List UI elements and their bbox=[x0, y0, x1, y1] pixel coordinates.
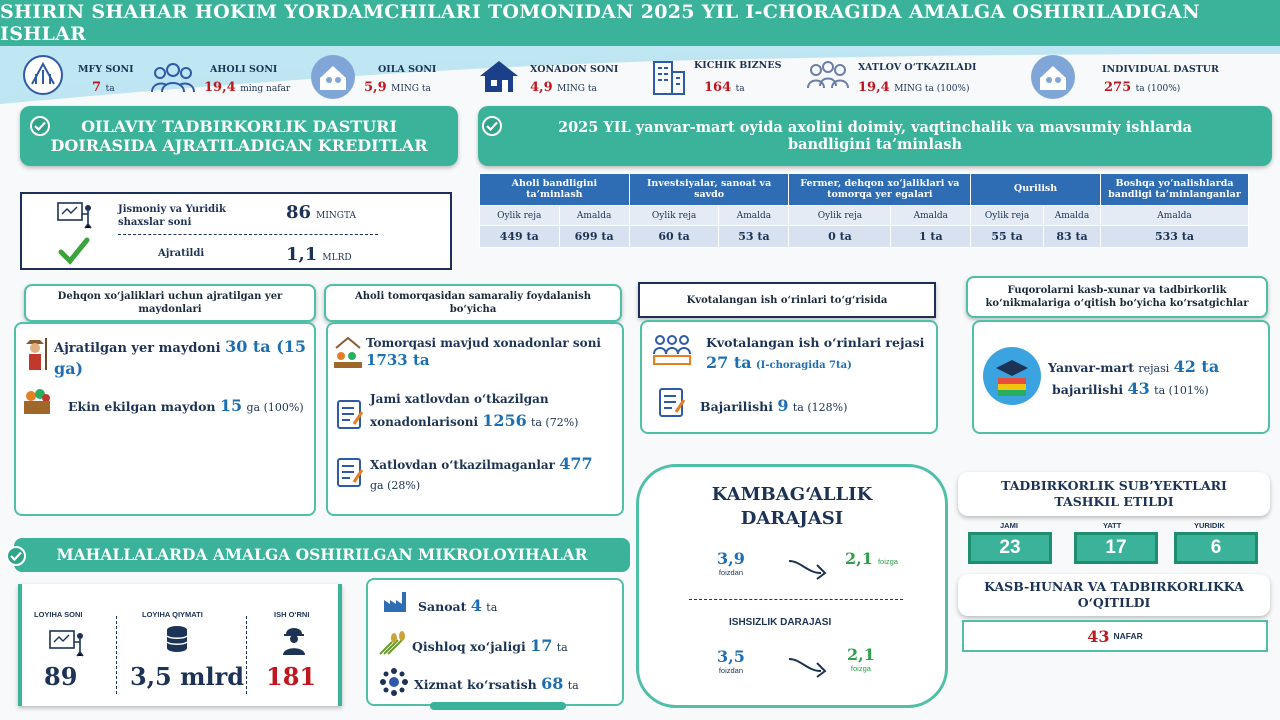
table-group-header: Fermer, dehqon xo‘jaliklari va tomorqa yer egalari bbox=[789, 174, 971, 206]
garden-icon bbox=[332, 334, 364, 370]
count-label: YURIDIK bbox=[1194, 521, 1225, 530]
quota-row1-note: (I-choragida 7ta) bbox=[755, 359, 852, 371]
tomorqa-panel bbox=[326, 322, 624, 516]
stat-unit: MING ta (100%) bbox=[894, 84, 970, 94]
micro-heading bbox=[14, 538, 630, 572]
micro-summary bbox=[18, 584, 342, 706]
employment-table bbox=[479, 173, 1249, 248]
training-row2-value: 43 bbox=[1127, 379, 1150, 399]
training-row2-unit: ta (101%) bbox=[1154, 384, 1209, 398]
tomorqa-heading bbox=[324, 284, 622, 322]
stat-value: 19,4 bbox=[204, 80, 236, 95]
micro-col-label: LOYIHA QIYMATI bbox=[142, 610, 203, 619]
people-icon bbox=[150, 60, 196, 94]
table-group-header: Aholi bandligini ta’minlash bbox=[480, 174, 630, 206]
credit-heading-text: OILAVIY TADBIRKORLIK DASTURI DOIRASIDA AJRATILADIGAN KREDITLAR bbox=[50, 116, 428, 155]
credit-heading bbox=[20, 106, 458, 166]
credit-row1-value: 86 bbox=[286, 202, 312, 223]
unemployment-from-value: 3,5 bbox=[717, 647, 745, 666]
tomorqa-row2-unit: ta (72%) bbox=[530, 415, 579, 429]
count-box: 23 bbox=[968, 532, 1052, 564]
credit-box bbox=[20, 192, 452, 270]
poverty-to-unit: foizga bbox=[877, 557, 898, 566]
quota-row2-value: 9 bbox=[777, 396, 789, 415]
table-subheader: Amalda bbox=[1043, 206, 1100, 226]
table-subheader: Amalda bbox=[559, 206, 629, 226]
table-cell: 83 ta bbox=[1043, 226, 1100, 248]
training-count-box bbox=[962, 620, 1268, 652]
workers-icon bbox=[652, 332, 692, 366]
tomorqa-row2-label: Jami xatlovdan o‘tkazilgan xonadonlarisoni bbox=[370, 392, 549, 429]
table-group-header: Qurilish bbox=[971, 174, 1101, 206]
training-count-heading-text: KASB-HUNAR VA TADBIRKORLIKKA O‘QITILDI bbox=[984, 578, 1244, 610]
quota-panel bbox=[640, 320, 938, 434]
stat-label: XATLOV O‘TKAZILADI bbox=[858, 62, 977, 73]
poverty-to-value: 2,1 bbox=[845, 549, 873, 568]
micro-heading-text: MAHALLALARDA AMALGA OSHIRILGAN MIKROLOYIHALAR bbox=[56, 544, 588, 564]
stat-unit: MING ta bbox=[391, 84, 431, 94]
employment-heading bbox=[478, 106, 1272, 166]
unemployment-to-unit: foizga bbox=[850, 664, 871, 673]
count-label: JAMI bbox=[1000, 521, 1018, 530]
family-home-icon bbox=[310, 54, 356, 100]
quota-row1-label: Kvotalangan ish o‘rinlari rejasi bbox=[706, 335, 925, 350]
training-row2-label: bajarilishi bbox=[1052, 382, 1124, 398]
sector-label: Sanoat bbox=[418, 599, 467, 614]
stat-oila bbox=[310, 54, 440, 100]
tomorqa-row3-label: Xatlovdan o‘tkazilmaganlar bbox=[370, 458, 555, 472]
stat-label: KICHIK BIZNES bbox=[694, 60, 782, 71]
graduation-books-icon bbox=[982, 346, 1042, 406]
training-row1-value: 42 ta bbox=[1173, 357, 1220, 376]
micro-col-label: ISH O‘RNI bbox=[274, 610, 310, 619]
credit-row1-label: Jismoniy va Yuridik shaxslar soni bbox=[118, 204, 226, 228]
decorative-bar bbox=[430, 702, 566, 710]
presentation-icon bbox=[48, 628, 86, 658]
stat-label: INDIVIDUAL DASTUR bbox=[1102, 64, 1219, 75]
land-heading-text: Dehqon xo‘jaliklari uchun ajratilgan yer maydonlari bbox=[57, 291, 283, 315]
stat-xatlov bbox=[804, 54, 994, 100]
count-box: 17 bbox=[1074, 532, 1158, 564]
sector-label: Xizmat ko‘rsatish bbox=[414, 677, 537, 692]
poverty-heading: KAMBAG‘ALLIK DARAJASI bbox=[711, 484, 873, 530]
stat-value: 164 bbox=[704, 80, 732, 95]
stat-value: 19,4 bbox=[858, 80, 890, 95]
table-subheader: Amalda bbox=[891, 206, 971, 226]
count-box: 6 bbox=[1174, 532, 1258, 564]
table-cell: 53 ta bbox=[719, 226, 789, 248]
count-label: YATT bbox=[1103, 521, 1122, 530]
micro-col-value: 3,5 mlrd bbox=[130, 662, 245, 691]
tomorqa-row3-unit: ga (28%) bbox=[370, 479, 421, 492]
stat-mfy bbox=[22, 54, 142, 100]
sector-value: 17 bbox=[530, 636, 553, 655]
stat-label: AHOLI SONI bbox=[210, 64, 278, 75]
stat-value: 4,9 bbox=[530, 80, 553, 95]
training-heading bbox=[966, 276, 1268, 318]
table-cell: 533 ta bbox=[1101, 226, 1249, 248]
checklist-icon bbox=[336, 398, 364, 430]
wheat-icon bbox=[378, 630, 408, 656]
training-count-heading bbox=[958, 574, 1270, 616]
table-subheader: Amalda bbox=[719, 206, 789, 226]
stat-individual bbox=[1030, 54, 1230, 100]
land-row2-value: 15 bbox=[219, 396, 243, 415]
mfy-icon bbox=[22, 54, 64, 96]
micro-col-value: 89 bbox=[44, 662, 78, 691]
unemployment-heading: ISHSIZLIK DARAJASI bbox=[729, 617, 832, 628]
table-group-header: Investsiyalar, sanoat va savdo bbox=[629, 174, 789, 206]
stat-label: MFY SONI bbox=[78, 64, 134, 75]
micro-sectors bbox=[366, 578, 624, 706]
group-survey-icon bbox=[804, 58, 852, 94]
entrepreneurs-heading bbox=[958, 472, 1270, 516]
land-heading bbox=[24, 284, 316, 322]
divider bbox=[246, 616, 247, 694]
table-cell: 55 ta bbox=[971, 226, 1044, 248]
land-row2-label: Ekin ekilgan maydon bbox=[68, 399, 216, 414]
sector-unit: ta bbox=[556, 641, 568, 654]
credit-row2-unit: MLRD bbox=[322, 253, 352, 263]
office-building-icon bbox=[650, 56, 688, 96]
training-count-value: 43 bbox=[1087, 626, 1110, 646]
sector-unit: ta bbox=[486, 601, 498, 614]
training-count-unit: NAFAR bbox=[1113, 631, 1143, 641]
tomorqa-row3-value: 477 bbox=[559, 454, 593, 473]
stat-label: OILA SONI bbox=[378, 64, 437, 75]
table-subheader: Oylik reja bbox=[971, 206, 1044, 226]
credit-row2-label: Ajratildi bbox=[158, 248, 205, 259]
stat-unit: ta bbox=[735, 84, 745, 94]
tomorqa-heading-text: Aholi tomorqasidan samaraliy foydalanish bo‘yicha bbox=[354, 291, 592, 315]
table-group-header: Boshqa yo‘nalishlarda bandligi ta’minlanganlar bbox=[1101, 174, 1249, 206]
table-header-row bbox=[480, 174, 1249, 206]
stat-unit: ta bbox=[105, 84, 115, 94]
arrow-right-icon bbox=[787, 653, 831, 679]
quota-row2-label: Bajarilishi bbox=[700, 399, 773, 414]
presentation-icon bbox=[56, 200, 94, 230]
sector-value: 4 bbox=[470, 596, 482, 615]
stat-unit: ta (100%) bbox=[1135, 84, 1181, 94]
stat-aholi bbox=[150, 54, 300, 100]
stat-kichik-biznes bbox=[650, 54, 780, 100]
credit-row1-unit: MINGTA bbox=[316, 211, 357, 221]
checkmark-icon bbox=[58, 236, 90, 266]
unemployment-from-unit: foizdan bbox=[718, 666, 744, 675]
table-row bbox=[480, 226, 1249, 248]
table-cell: 1 ta bbox=[891, 226, 971, 248]
tomorqa-row2-value: 1256 bbox=[482, 410, 527, 430]
quota-row1-value: 27 ta bbox=[706, 352, 752, 372]
divider bbox=[689, 599, 903, 600]
land-row2-unit: ga (100%) bbox=[246, 401, 304, 414]
training-heading-text: Fuqorolarni kasb-xunar va tadbirkorlik ko‘nikmalariga o‘qitish bo‘yicha ko‘rsatgichlar bbox=[985, 285, 1249, 309]
table-subheader-row bbox=[480, 206, 1249, 226]
table-subheader: Oylik reja bbox=[480, 206, 560, 226]
entrepreneurs-heading-text: TADBIRKORLIK SUB’YEKTLARI TASHKIL ETILDI bbox=[1001, 477, 1227, 509]
vegetable-basket-icon bbox=[22, 388, 52, 416]
poverty-from-unit: foizdan bbox=[718, 568, 744, 577]
farmer-icon bbox=[20, 336, 50, 372]
stat-value: 7 bbox=[92, 80, 102, 95]
quota-row2-unit: ta (128%) bbox=[792, 401, 848, 414]
stat-unit: ming nafar bbox=[240, 84, 291, 94]
land-row1-label: Ajratilgan yer maydoni bbox=[54, 341, 221, 356]
micro-col-value: 181 bbox=[266, 662, 317, 691]
table-subheader: Oylik reja bbox=[789, 206, 891, 226]
divider bbox=[118, 234, 378, 235]
quota-heading bbox=[638, 282, 936, 318]
checklist-icon bbox=[336, 456, 364, 488]
factory-icon bbox=[382, 590, 408, 614]
sector-label: Qishloq xo‘jaligi bbox=[412, 639, 526, 654]
poverty-from-value: 3,9 bbox=[717, 549, 745, 568]
service-network-icon bbox=[380, 668, 408, 696]
unemployment-to-value: 2,1 bbox=[847, 645, 875, 664]
sector-unit: ta bbox=[567, 679, 579, 692]
family-home-icon bbox=[1030, 54, 1076, 100]
land-panel bbox=[14, 322, 316, 516]
divider bbox=[116, 616, 117, 694]
stat-value: 275 bbox=[1104, 80, 1132, 95]
checklist-icon bbox=[658, 386, 686, 418]
training-panel bbox=[972, 320, 1270, 434]
table-cell: 60 ta bbox=[629, 226, 719, 248]
tomorqa-row1-label: Tomorqasi mavjud xonadonlar soni bbox=[366, 336, 601, 350]
land-row1-value: 30 ta (15 ga) bbox=[54, 337, 307, 378]
training-row1-mid: rejasi bbox=[1138, 362, 1170, 375]
stat-label: XONADON SONI bbox=[530, 64, 619, 75]
page-title: SHIRIN SHAHAR HOKIM YORDAMCHILARI TOMONIDAN 2025 YIL I-CHORAGIDA AMALGA OSHIRILADIGAN ISHLAR bbox=[0, 0, 1280, 46]
house-icon bbox=[478, 58, 520, 94]
table-subheader: Oylik reja bbox=[629, 206, 719, 226]
table-cell: 449 ta bbox=[480, 226, 560, 248]
check-icon bbox=[482, 116, 502, 136]
micro-col-label: LOYIHA SONI bbox=[34, 610, 83, 619]
table-subheader: Amalda bbox=[1101, 206, 1249, 226]
credit-row2-value: 1,1 bbox=[286, 244, 318, 265]
check-icon bbox=[30, 116, 50, 136]
stat-xonadon bbox=[478, 54, 618, 100]
stat-value: 5,9 bbox=[364, 80, 387, 95]
arrow-right-icon bbox=[787, 555, 831, 581]
check-icon bbox=[6, 546, 26, 566]
coins-icon bbox=[164, 624, 190, 654]
quota-heading-text: Kvotalangan ish o‘rinlari to‘g‘risida bbox=[686, 294, 888, 306]
training-row1-label: Yanvar-mart bbox=[1048, 360, 1134, 375]
stat-unit: MING ta bbox=[557, 84, 597, 94]
poverty-panel bbox=[636, 464, 948, 708]
sector-value: 68 bbox=[541, 674, 564, 693]
tomorqa-row1-value: 1733 ta bbox=[366, 351, 430, 369]
worker-icon bbox=[280, 624, 308, 656]
table-cell: 0 ta bbox=[789, 226, 891, 248]
employment-heading-text: 2025 YIL yanvar-mart oyida axolini doimiy, vaqtinchalik va mavsumiy ishlarda bandligini ta’minlash bbox=[558, 118, 1192, 153]
table-cell: 699 ta bbox=[559, 226, 629, 248]
